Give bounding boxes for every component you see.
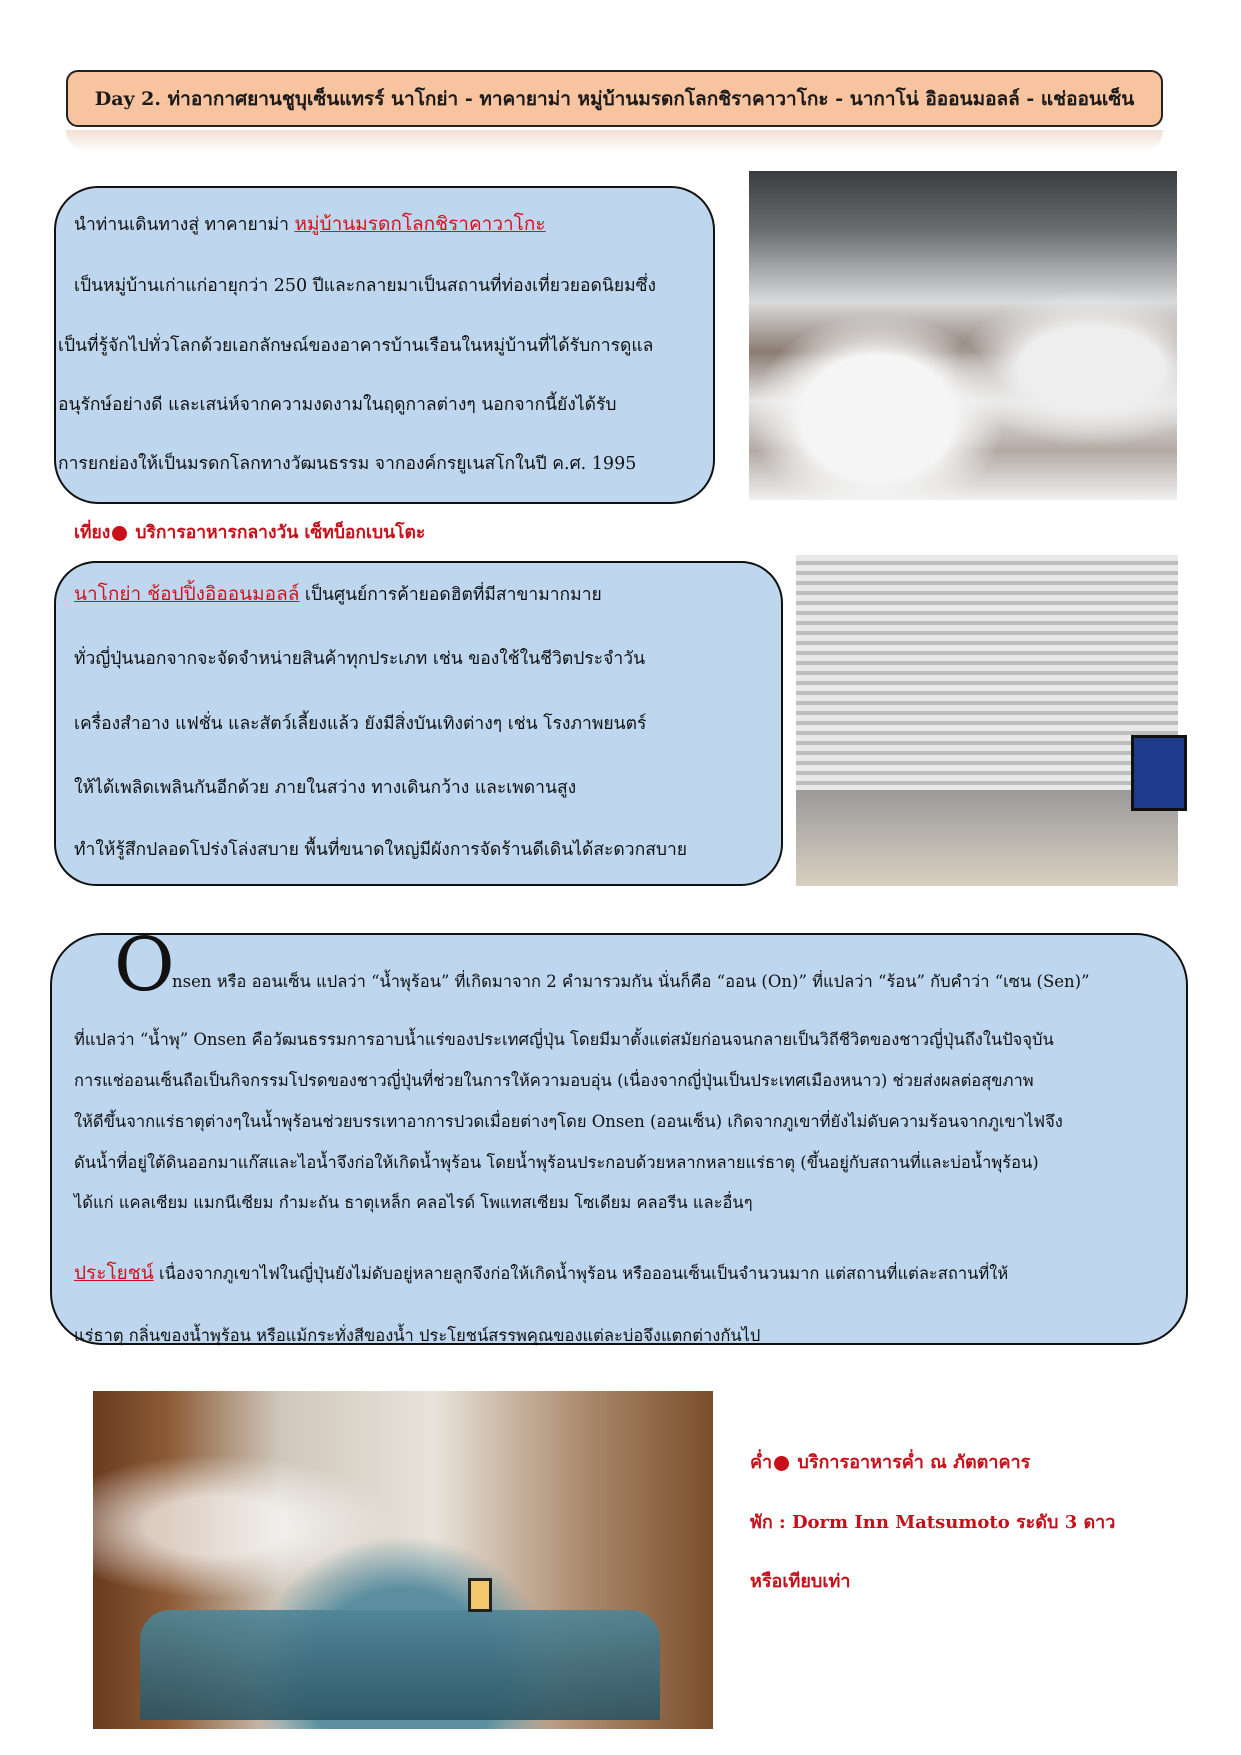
hotel-line: พัก : Dorm Inn Matsumoto ระดับ 3 ดาว <box>750 1512 1116 1533</box>
meal-plate-icon <box>774 1456 789 1471</box>
day-title: Day 2. ท่าอากาศยานชูบุเซ็นแทรร์ นาโกย่า - ทาคายาม่า หมู่บ้านมรดกโลกชิราคาวาโกะ - นากาโน่ อิออนมอลล์ - แช่ออนเซ็น <box>94 87 1135 110</box>
aeon-intro-line <box>74 583 602 606</box>
shirakawago-line-3: อนุรักษ์อย่างดี และเสน่ห์จากความงดงามในฤดูกาลต่างๆ นอกจากนี้ยังได้รับ <box>58 395 617 415</box>
lunch-line <box>74 523 425 544</box>
shirakawago-line-4: การยกย่องให้เป็นมรดกโลกทางวัฒนธรรม จากองค์กรยูเนสโกในปี ค.ศ. 1995 <box>58 454 637 474</box>
onsen-line-3: ให้ดีขึ้นจากแร่ธาตุต่างๆในน้ำพุร้อนช่วยบรรเทาอาการปวดเมื่อยต่างๆโดย Onsen (ออนเซ็น) เกิดจากภูเขาที่ยังไม่ดับความร้อนจากภูเขาไฟจึง <box>74 1112 1063 1131</box>
shirakawago-line-1: เป็นหมู่บ้านเก่าแก่อายุกว่า 250 ปีและกลายมาเป็นสถานที่ท่องเที่ยวยอดนิยมซึ่ง <box>74 276 657 296</box>
onsen-benefit-rest: เนื่องจากภูเขาไฟในญี่ปุ่นยังไม่ดับอยู่หลายลูกจึงก่อให้เกิดน้ำพุร้อน หรือออนเซ็นเป็นจำนวนมาก แต่สถานที่แต่ละสถานที่ให้ <box>153 1264 1009 1283</box>
onsen-line-5: ได้แก่ แคลเซียม แมกนีเซียม กำมะถัน ธาตุเหล็ก คลอไรด์ โพแทสเซียม โซเดียม คลอรีน และอื่นๆ <box>74 1193 753 1212</box>
hotel-or-equal: หรือเทียบเท่า <box>750 1571 851 1592</box>
meal-plate-icon <box>112 526 127 541</box>
header-shadow <box>66 130 1163 152</box>
mall-screen <box>1131 735 1187 811</box>
day-header <box>66 70 1163 127</box>
aeon-line-2: เครื่องสำอาง แฟชั่น และสัตว์เลี้ยงแล้ว ยังมีสิ่งบันเทิงต่างๆ เช่น โรงภาพยนตร์ <box>74 714 647 734</box>
dinner-line <box>750 1447 1030 1476</box>
onsen-line-1: ที่แปลว่า “น้ำพุ” Onsen คือวัฒนธรรมการอาบน้ำแร่ของประเทศญี่ปุ่น โดยมีมาตั้งแต่สมัยก่อนจนกลายเป็นวิถีชีวิตของชาวญี่ปุ่นถึงในปัจจุบัน <box>74 1030 1054 1049</box>
aeon-line-1: ทั่วญี่ปุ่นนอกจากจะจัดจำหน่ายสินค้าทุกประเภท เช่น ของใช้ในชีวิตประจำวัน <box>74 649 646 669</box>
onsen-line-2: การแช่ออนเซ็นถือเป็นกิจกรรมโปรดของชาวญี่ปุ่นที่ช่วยในการให้ความอบอุ่น (เนื่องจากญี่ปุ่นเป็นประเทศเมืองหนาว) ช่วยส่งผลต่อสุขภาพ <box>74 1071 1034 1090</box>
onsen-benefit-line-2: แร่ธาตุ กลิ่นของน้ำพุร้อน หรือแม้กระทั่งสีของน้ำ ประโยชน์สรรพคุณของแต่ละบ่อจึงแตกต่างกันไป <box>74 1326 761 1345</box>
onsen-line-4: ดันน้ำที่อยู่ใต้ดินออกมาแก๊สและไอน้ำจึงก่อให้เกิดน้ำพุร้อน โดยน้ำพุร้อนประกอบด้วยหลากหลายแร่ธาตุ (ขึ้นอยู่กับสถานที่และบ่อน้ำพุร้อน) <box>74 1153 1039 1172</box>
onsen-benefit-label[interactable]: ประโยชน์ <box>74 1262 154 1284</box>
shirakawago-intro: นำท่านเดินทางสู่ ทาคายาม่า <box>74 215 295 235</box>
lunch-text: บริการอาหารกลางวัน เซ็ทบ็อกเบนโตะ <box>129 523 426 543</box>
aeon-line-4: ทำให้รู้สึกปลอดโปร่งโล่งสบาย พื้นที่ขนาดใหญ่มีผังการจัดร้านดีเดินได้สะดวกสบาย <box>74 840 688 860</box>
onsen-drop-cap: O <box>114 922 175 1008</box>
shirakawago-line-2: เป็นที่รู้จักไปทั่วโลกด้วยเอกลักษณ์ของอาคารบ้านเรือนในหมู่บ้านที่ได้รับการดูแล <box>58 336 654 356</box>
shirakawago-intro-line <box>74 213 546 236</box>
aeon-line-3: ให้ได้เพลิดเพลินกันอีกด้วย ภายในสว่าง ทางเดินกว้าง และเพดานสูง <box>74 778 577 798</box>
mall-floor <box>796 790 1178 886</box>
onsen-water <box>140 1610 660 1720</box>
onsen-line-0: nsen หรือ ออนเซ็น แปลว่า “น้ำพุร้อน” ที่เกิดมาจาก 2 คำมารวมกัน นั่นก็คือ “ออน (On)” ที่แปลว่า “ร้อน” กับคำว่า “เซน (Sen)” <box>172 972 1090 991</box>
lantern <box>468 1578 492 1612</box>
aeon-intro-rest: เป็นศูนย์การค้ายอดฮิตที่มีสาขามากมาย <box>299 585 602 605</box>
shirakawago-photo <box>749 171 1177 500</box>
dinner-text: บริการอาหารค่ำ ณ ภัตตาคาร <box>791 1452 1031 1473</box>
onsen-benefit-line <box>74 1262 1008 1285</box>
aeon-mall-link[interactable]: นาโกย่า ช้อปปิ้งอิออนมอลล์ <box>74 583 300 605</box>
shirakawago-link[interactable]: หมู่บ้านมรดกโลกชิราคาวาโกะ <box>294 213 546 235</box>
dinner-prefix: ค่ำ <box>750 1452 773 1473</box>
lunch-prefix: เที่ยง <box>74 523 111 543</box>
